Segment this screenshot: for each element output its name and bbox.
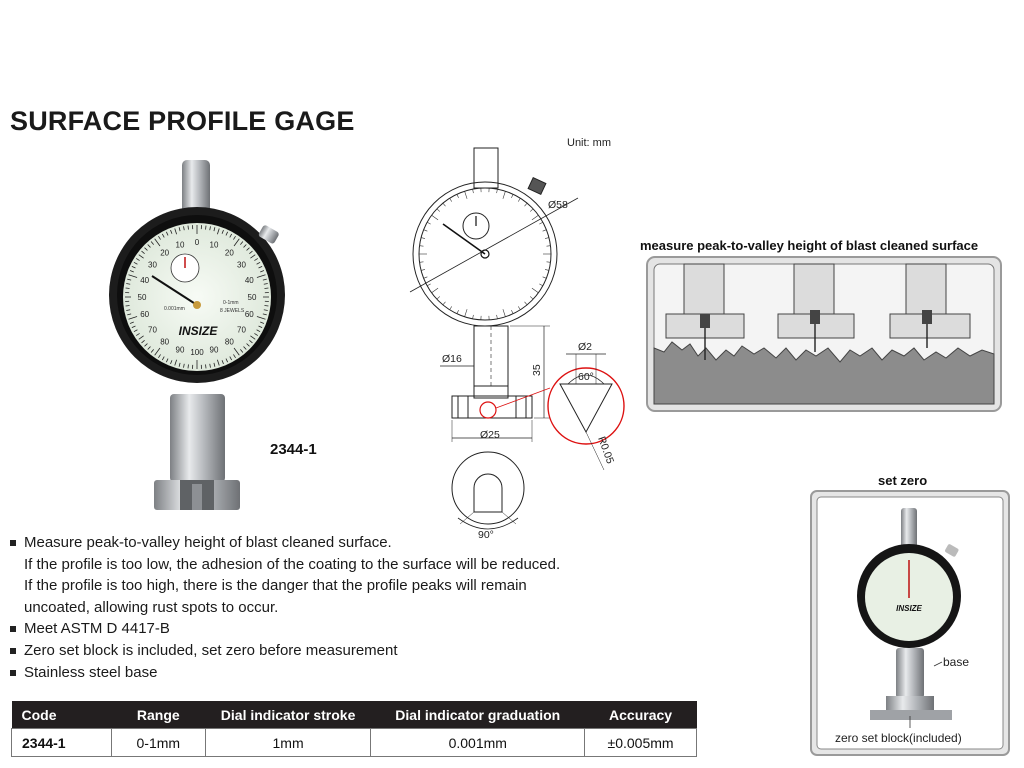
dim-d16: Ø16 [442,353,462,365]
dial-number: 100 [190,348,204,357]
dim-d25: Ø25 [480,429,500,441]
label-zero-set-block: zero set block(included) [835,731,962,745]
cell-graduation: 0.001mm [371,729,585,757]
col-header-accuracy: Accuracy [585,701,697,729]
model-code: 2344-1 [270,441,317,458]
dial-number: 20 [160,248,170,258]
dial-range-label: 0-1mm [223,300,239,306]
technical-drawing [400,140,640,550]
dial-number: 10 [209,240,219,250]
dial-number: 50 [247,293,257,302]
dial-resolution-label: 0.001mm [164,306,185,312]
dial-number: 70 [237,325,246,335]
feature-item: Stainless steel base [10,662,650,684]
dial-number: 60 [244,309,254,319]
col-header-stroke: Dial indicator stroke [205,701,371,729]
dial-number: 80 [224,337,234,347]
dial-jewels-label: 8 JEWELS [220,308,245,314]
col-header-graduation: Dial indicator graduation [371,701,585,729]
blast-surface-illustration [646,256,1002,412]
dial-number: 10 [175,240,185,250]
feature-item-continuation: If the profile is too low, the adhesion of the coating to the surface will be reduced. [24,555,561,573]
cell-accuracy: ±0.005mm [585,729,697,757]
dial-number: 70 [148,325,157,335]
set-zero-caption: set zero [878,473,928,488]
dim-h35: 35 [531,364,543,376]
spec-table-header [12,701,697,729]
setzero-brand: INSIZE [896,604,922,613]
col-header-range: Range [111,701,205,729]
dial-number: 50 [137,293,147,302]
dial-number: 0 [194,238,200,247]
feature-item-continuation: If the profile is too high, there is the danger that the profile peaks will remain [24,577,527,595]
dim-d58: Ø58 [548,199,568,211]
blast-panel-caption: measure peak-to-valley height of blast cleaned surface [640,238,979,253]
feature-item: Meet ASTM D 4417-B [10,618,650,640]
feature-item: Measure peak-to-valley height of blast cleaned surface. [10,532,650,554]
dial-number: 30 [148,260,157,270]
cell-range: 0-1mm [111,729,205,757]
spec-table [11,701,697,757]
dim-angle60: 60° [578,371,594,383]
cell-code: 2344-1 [12,729,112,757]
product-photo [100,158,295,516]
cell-stroke: 1mm [205,729,371,757]
feature-item: Zero set block is included, set zero before measurement [10,640,650,662]
dim-r005: R0.05 [595,434,617,466]
col-header-code: Code [12,701,112,729]
dial-number: 20 [224,248,234,258]
dial-number: 80 [160,337,170,347]
feature-item-continuation: uncoated, allowing rust spots to occur. [24,598,279,616]
unit-label: Unit: mm [567,137,611,149]
dial-number: 30 [237,260,246,270]
dial-number: 90 [209,345,219,355]
page-title: SURFACE PROFILE GAGE [10,106,355,136]
table-row [12,729,697,757]
feature-list [10,532,650,683]
dim-angle90: 90° [478,529,494,541]
dim-d2: Ø2 [578,341,593,353]
dial-number: 40 [244,276,254,286]
dial-number: 90 [175,345,185,355]
dial-number: 60 [140,309,150,319]
dial-number: 40 [140,276,150,286]
set-zero-illustration [810,490,1010,756]
label-base: base [943,655,970,669]
stem-bottom [170,394,225,482]
brand-logo: INSIZE [178,324,218,338]
